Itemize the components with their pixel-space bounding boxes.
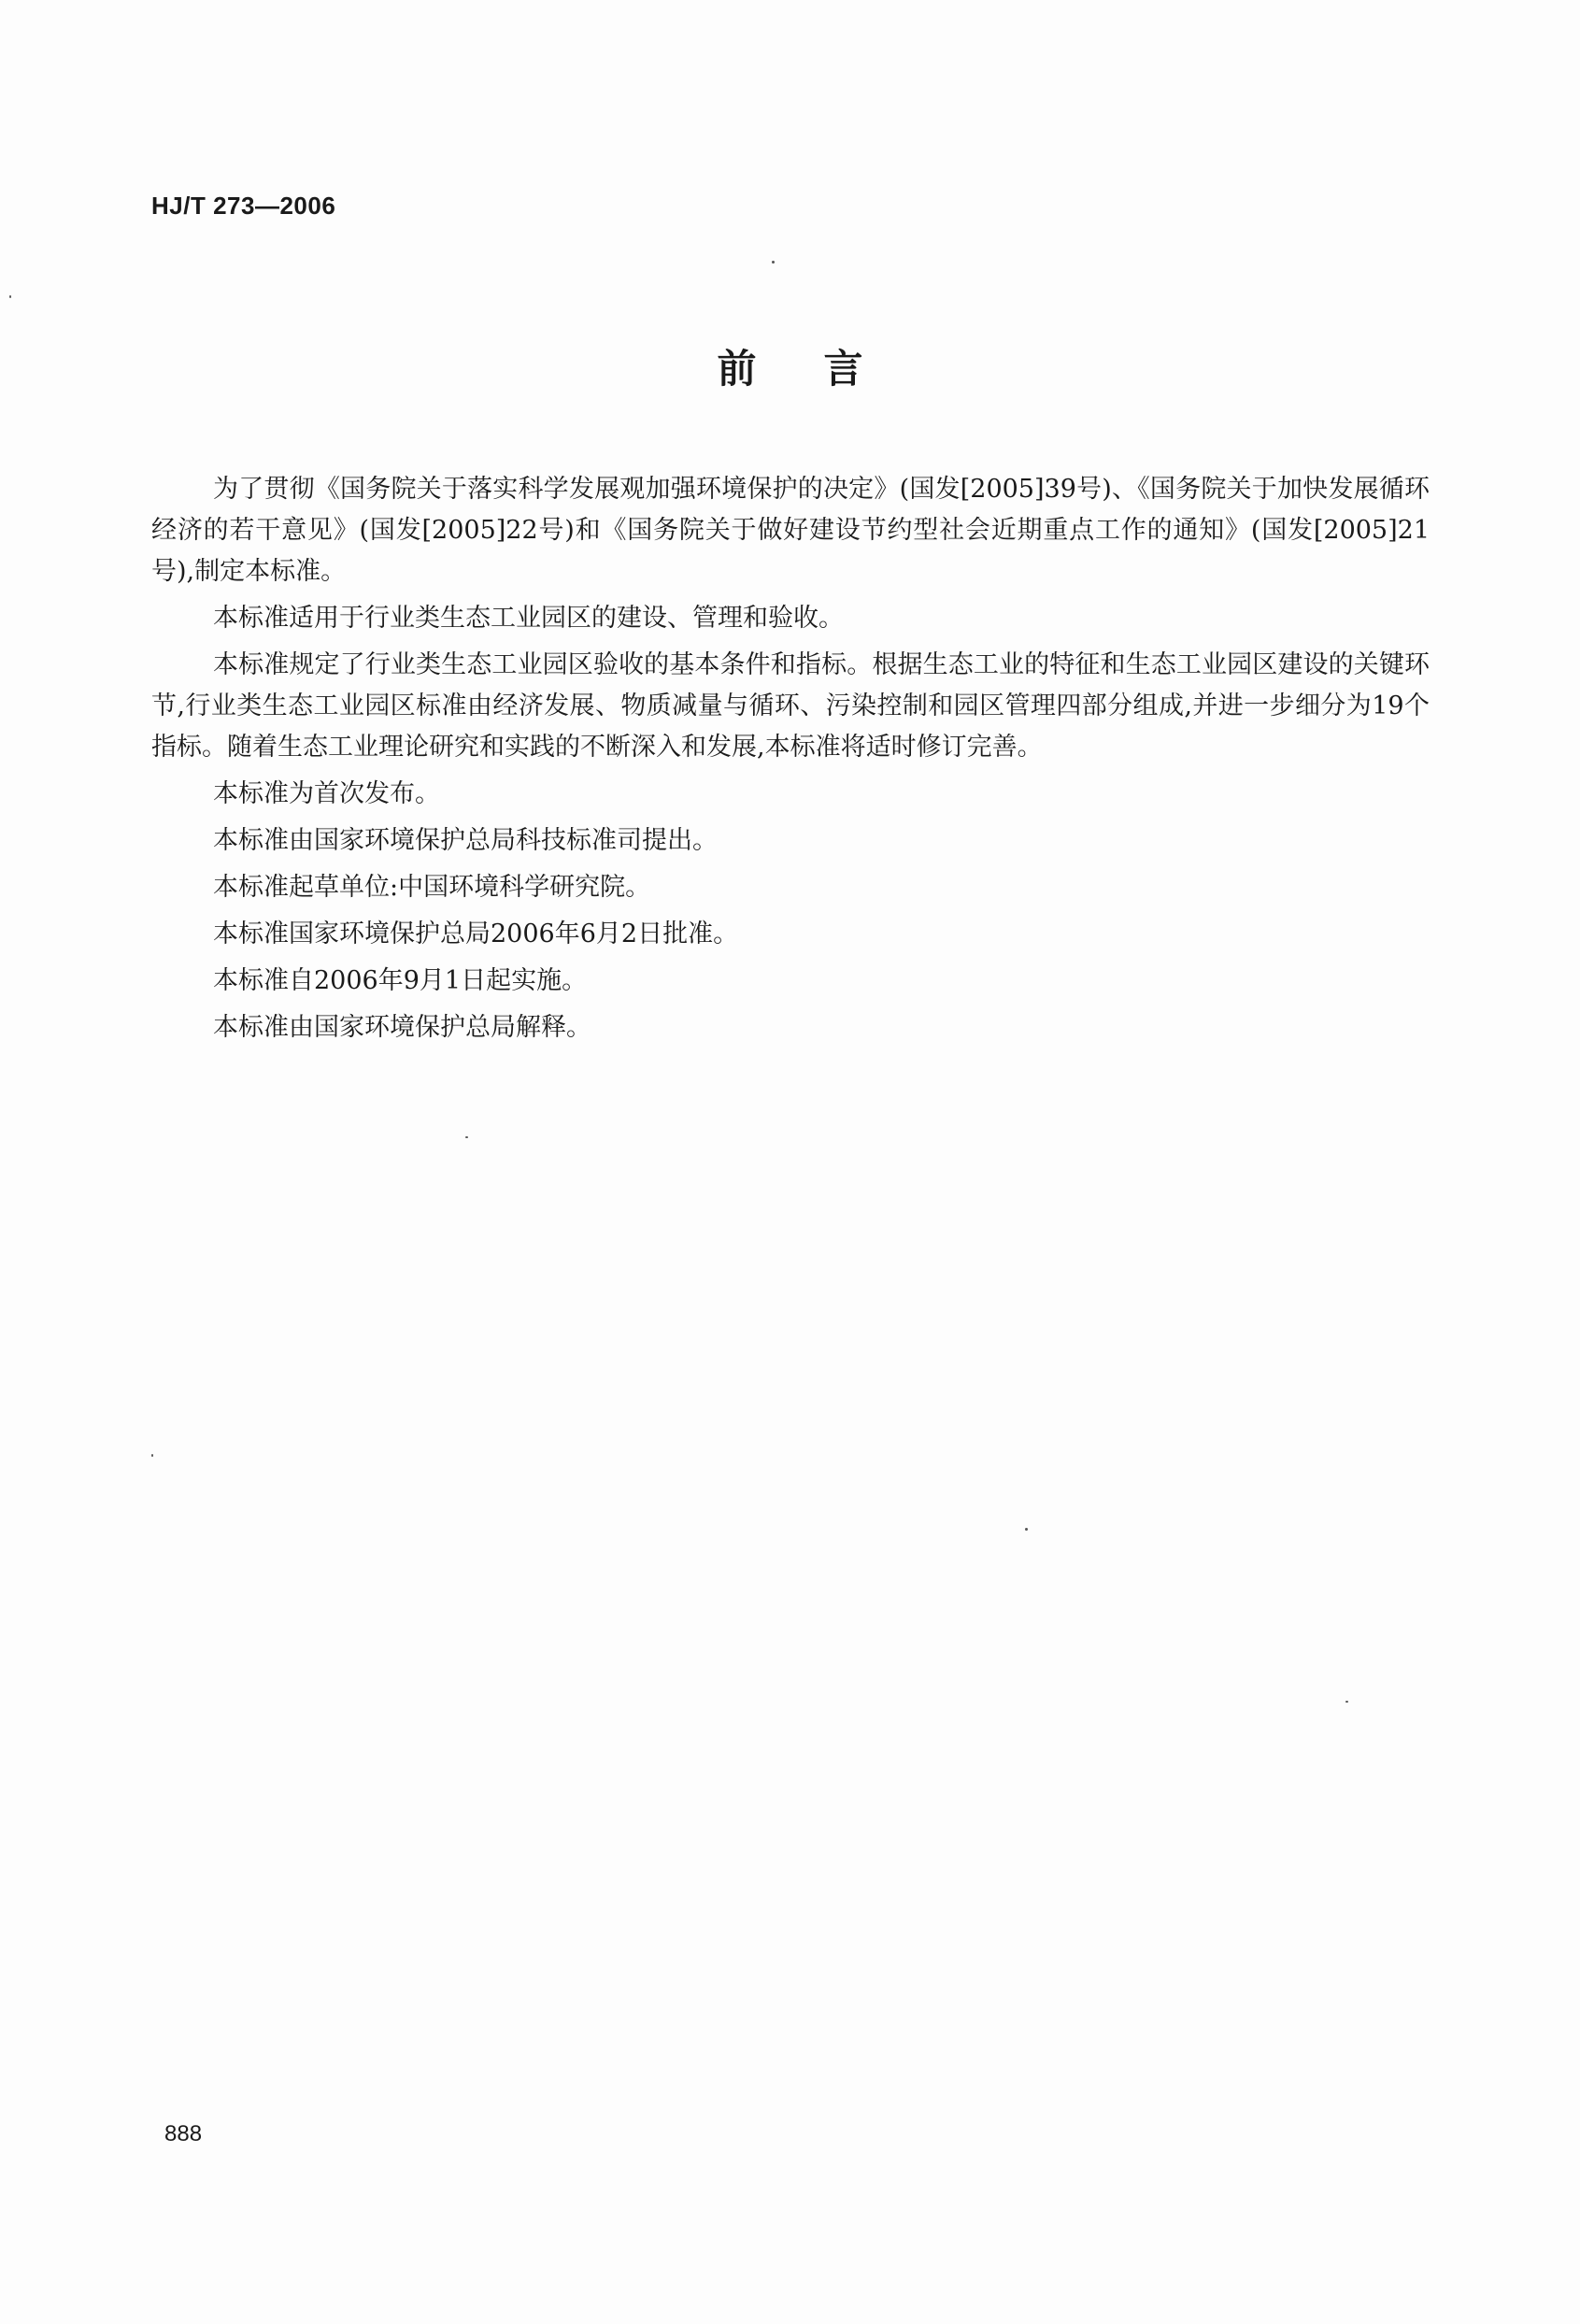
scan-speck	[151, 1454, 153, 1457]
page-number: 888	[164, 2121, 203, 2146]
paragraph-approval: 本标准国家环境保护总局2006年6月2日批准。	[213, 920, 739, 948]
scan-speck	[772, 261, 775, 264]
scan-speck	[9, 295, 11, 298]
paragraph-first-release: 本标准为首次发布。	[213, 779, 440, 808]
paragraph-drafter: 本标准起草单位:中国环境科学研究院。	[213, 873, 651, 902]
scan-speck	[465, 1136, 468, 1138]
preface-body	[151, 469, 1430, 1054]
paragraph-effective-date: 本标准自2006年9月1日起实施。	[213, 966, 588, 995]
standard-code: HJ/T 273—2006	[151, 192, 336, 220]
paragraph-content: 本标准规定了行业类生态工业园区验收的基本条件和指标。根据生态工业的特征和生态工业园区建设的关键环节,行业类生态工业园区标准由经济发展、物质减量与循环、污染控制和园区管理四部分组成,并进一步细分为19个指标。随着生态工业理论研究和实践的不断深入和发展,本标准将适时修订完善。	[151, 650, 1430, 762]
paragraph-interpretation: 本标准由国家环境保护总局解释。	[213, 1013, 591, 1042]
scan-speck	[1345, 1701, 1348, 1703]
paragraph-proposer: 本标准由国家环境保护总局科技标准司提出。	[213, 826, 718, 855]
scan-speck	[1025, 1528, 1028, 1531]
paragraph-scope: 本标准适用于行业类生态工业园区的建设、管理和验收。	[213, 604, 844, 633]
page-title: 前言	[717, 346, 931, 392]
paragraph-purpose: 为了贯彻《国务院关于落实科学发展观加强环境保护的决定》(国发[2005]39号)、《国务院关于加快发展循环经济的若干意见》(国发[2005]22号)和《国务院关于做好建设节约型社会近期重点工作的通知》(国发[2005]21号),制定本标准。	[151, 475, 1430, 586]
